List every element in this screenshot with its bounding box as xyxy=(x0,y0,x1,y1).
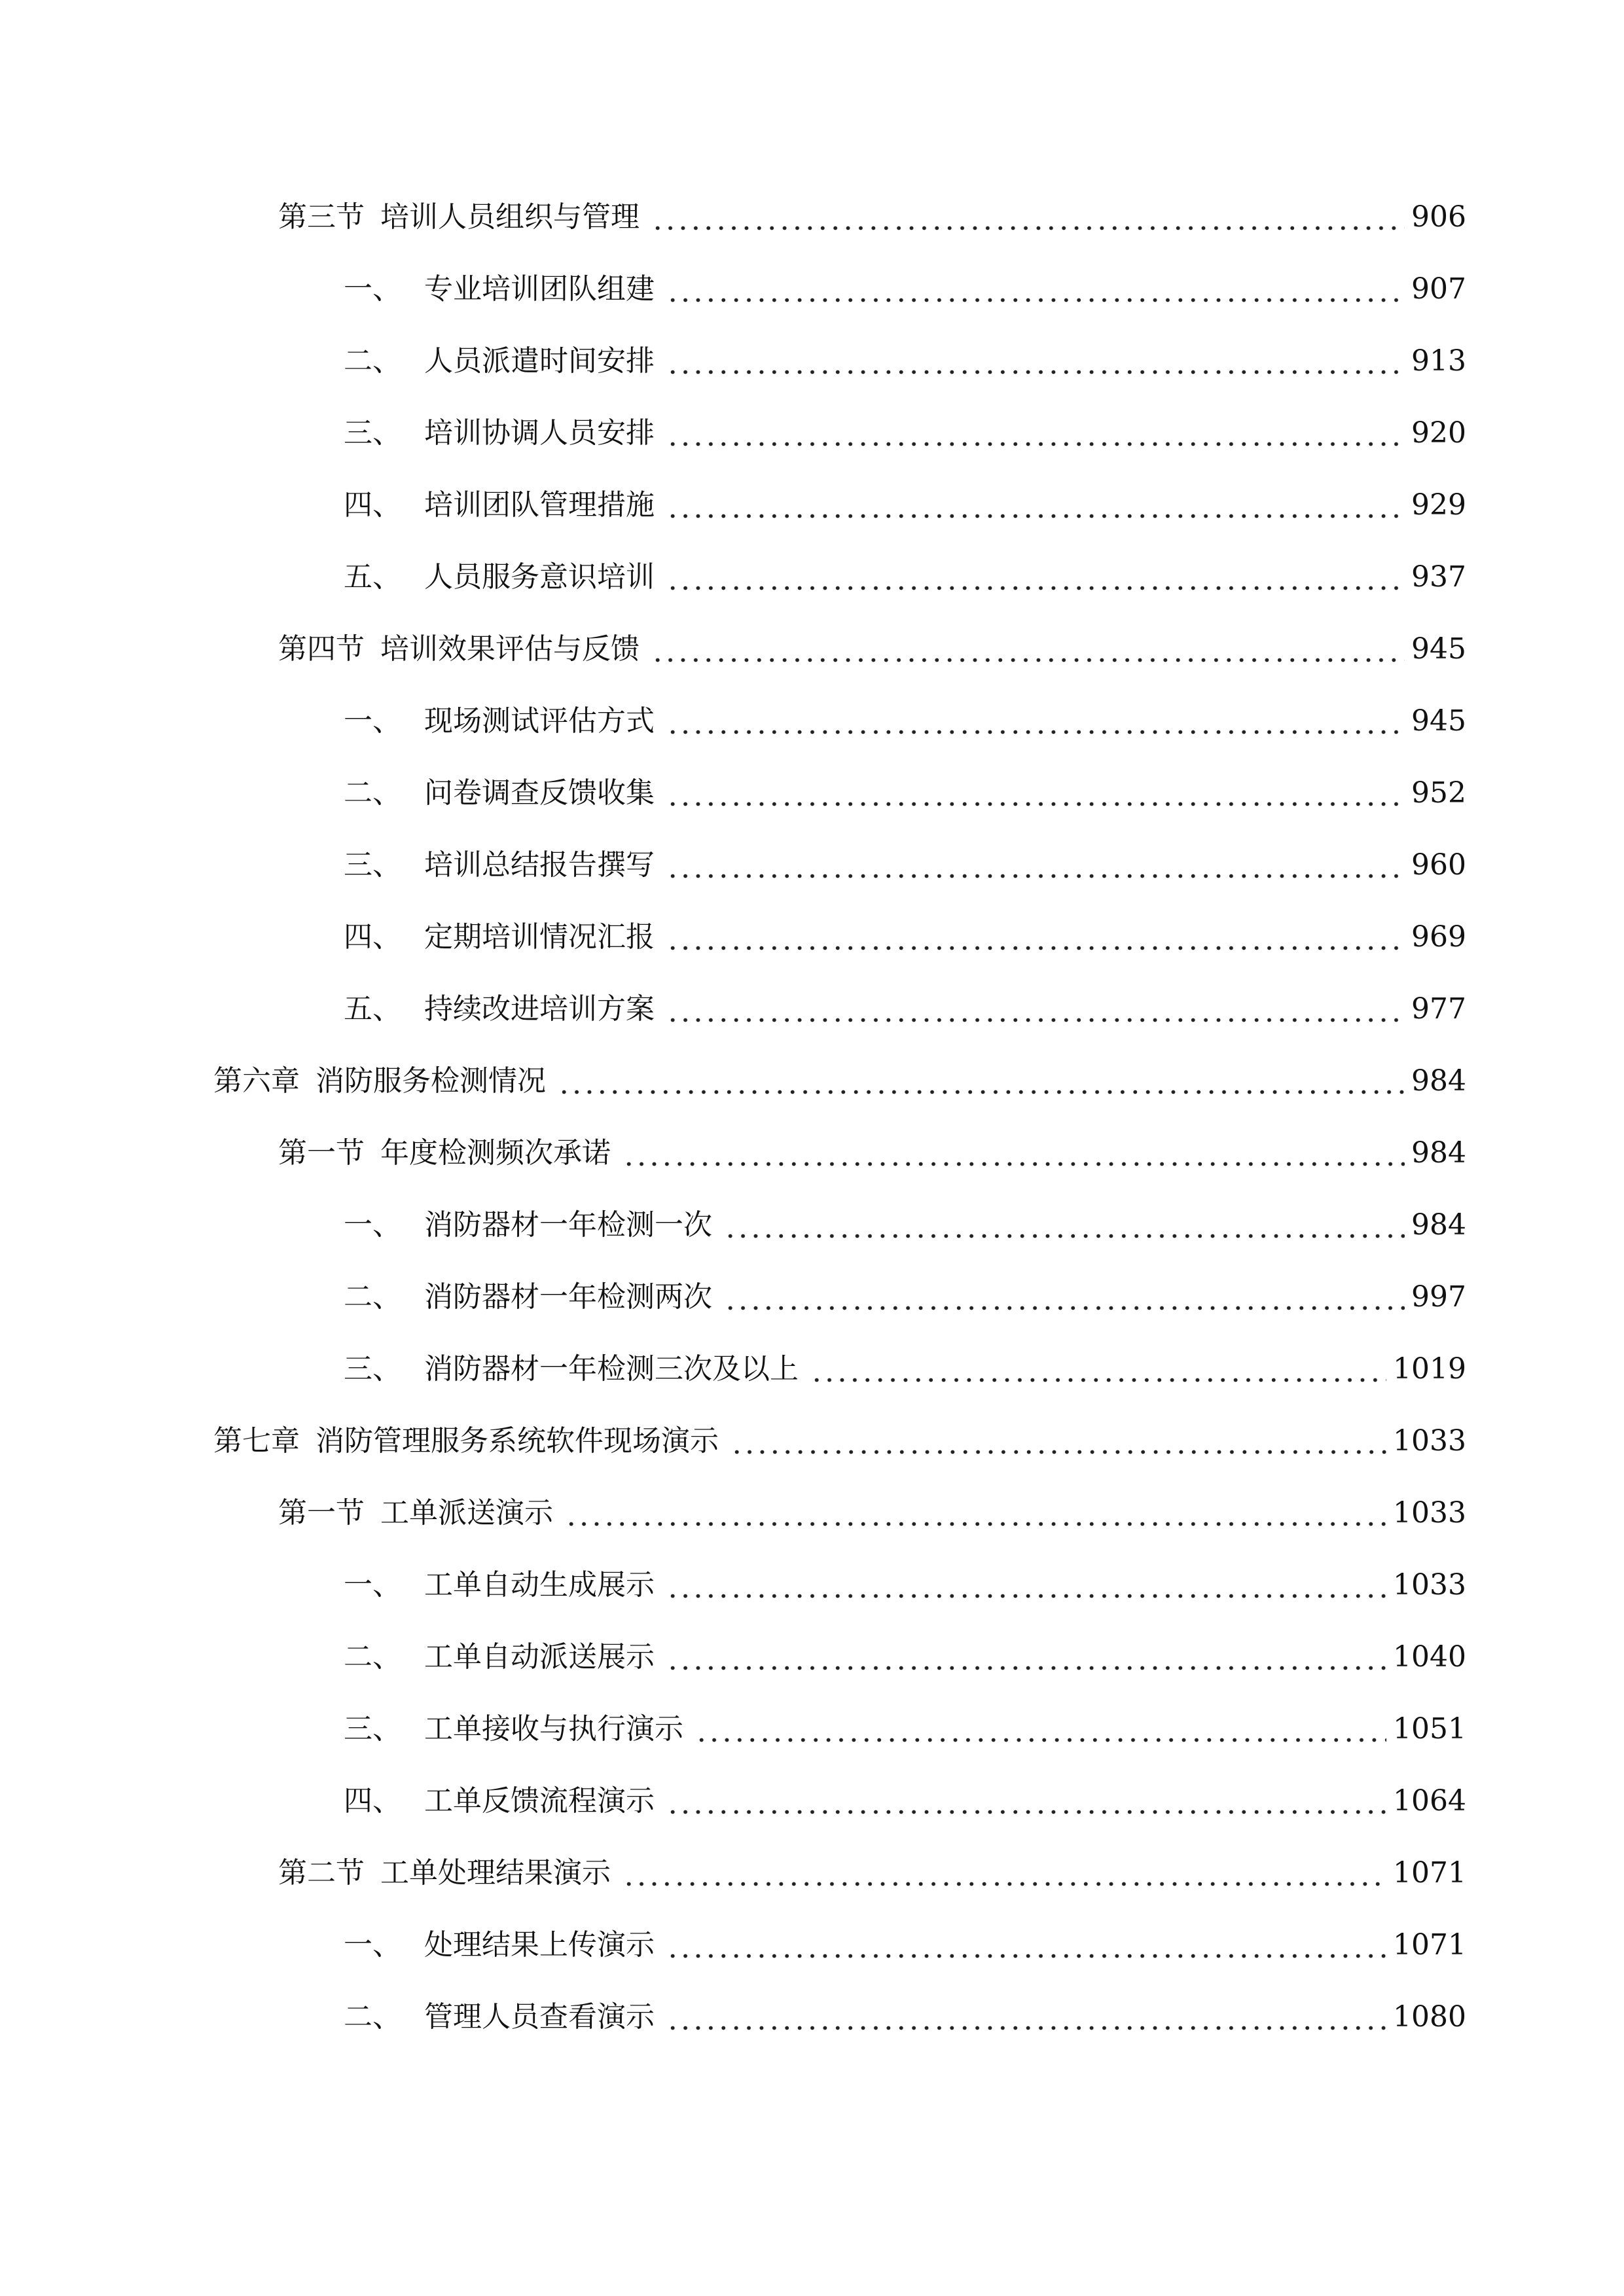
dot-leader xyxy=(666,914,1405,960)
toc-entry-title: 处理结果上传演示 xyxy=(424,1928,655,1962)
toc-entry[interactable] xyxy=(278,1850,1466,1896)
toc-entry-number: 二、 xyxy=(344,2000,401,2034)
dot-leader xyxy=(558,1058,1405,1104)
dot-leader xyxy=(695,1706,1386,1752)
dot-leader xyxy=(565,1490,1386,1536)
toc-entry-page: 1033 xyxy=(1393,1568,1466,1602)
toc-entry-page: 920 xyxy=(1411,416,1466,450)
toc-entry-number: 第三节 xyxy=(278,200,365,234)
toc-entry-page: 945 xyxy=(1411,632,1466,666)
toc-entry-page: 929 xyxy=(1411,488,1466,522)
toc-entry-page: 984 xyxy=(1411,1136,1466,1170)
toc-entry-title: 工单派送演示 xyxy=(380,1496,553,1530)
toc-entry-page: 1071 xyxy=(1393,1928,1466,1962)
toc-entry-page: 1033 xyxy=(1393,1496,1466,1530)
toc-entry-number: 第四节 xyxy=(278,632,365,666)
dot-leader xyxy=(666,698,1405,744)
toc-entry-number: 二、 xyxy=(344,776,401,810)
toc-entry-title: 消防器材一年检测一次 xyxy=(424,1208,712,1242)
toc-entry-number: 五、 xyxy=(344,560,401,594)
toc-entry-number: 二、 xyxy=(344,1640,401,1674)
dot-leader xyxy=(666,842,1405,888)
toc-entry-title: 消防器材一年检测三次及以上 xyxy=(424,1352,799,1386)
toc-entry-title: 持续改进培训方案 xyxy=(424,992,655,1026)
toc-entry-number: 一、 xyxy=(344,1568,401,1602)
toc-entry-page: 984 xyxy=(1411,1064,1466,1098)
toc-entry-page: 960 xyxy=(1411,848,1466,882)
toc-entry-page: 977 xyxy=(1411,992,1466,1026)
toc-entry-page: 907 xyxy=(1411,272,1466,306)
dot-leader xyxy=(623,1850,1386,1896)
toc-entry[interactable] xyxy=(344,1922,1466,1968)
dot-leader xyxy=(651,626,1405,672)
toc-entry-title: 现场测试评估方式 xyxy=(424,704,655,738)
toc-entry-page: 952 xyxy=(1411,776,1466,810)
toc-entry[interactable] xyxy=(213,1418,1466,1464)
toc-entry-number: 四、 xyxy=(344,488,401,522)
toc-entry-page: 997 xyxy=(1411,1280,1466,1314)
toc-entry-number: 四、 xyxy=(344,920,401,954)
toc-entry-title: 人员服务意识培训 xyxy=(424,560,655,594)
dot-leader xyxy=(666,986,1405,1032)
toc-entry[interactable] xyxy=(344,770,1466,816)
toc-entry-number: 一、 xyxy=(344,272,401,306)
toc-entry-number: 二、 xyxy=(344,344,401,378)
toc-entry-number: 一、 xyxy=(344,1208,401,1242)
toc-entry-title: 专业培训团队组建 xyxy=(424,272,655,306)
dot-leader xyxy=(666,1778,1386,1824)
toc-entry-title: 工单自动生成展示 xyxy=(424,1568,655,1602)
toc-entry[interactable] xyxy=(344,1634,1466,1680)
toc-entry-title: 工单反馈流程演示 xyxy=(424,1784,655,1818)
toc-entry-title: 工单处理结果演示 xyxy=(380,1856,611,1890)
toc-entry-number: 第一节 xyxy=(278,1136,365,1170)
toc-entry[interactable] xyxy=(278,194,1466,240)
toc-entry-number: 三、 xyxy=(344,848,401,882)
toc-entry[interactable] xyxy=(278,626,1466,672)
toc-entry-page: 1080 xyxy=(1393,2000,1466,2034)
toc-entry-title: 工单接收与执行演示 xyxy=(424,1712,683,1746)
toc-entry[interactable] xyxy=(344,338,1466,384)
toc-entry-page: 969 xyxy=(1411,920,1466,954)
toc-entry-number: 第一节 xyxy=(278,1496,365,1530)
toc-entry-title: 年度检测频次承诺 xyxy=(380,1136,611,1170)
toc-entry-number: 二、 xyxy=(344,1280,401,1314)
toc-entry-title: 培训协调人员安排 xyxy=(424,416,655,450)
toc-entry-number: 第六章 xyxy=(213,1064,300,1098)
toc-entry-number: 三、 xyxy=(344,1712,401,1746)
toc-entry-number: 第七章 xyxy=(213,1424,300,1458)
dot-leader xyxy=(666,1634,1386,1680)
toc-entry-title: 消防器材一年检测两次 xyxy=(424,1280,712,1314)
dot-leader xyxy=(666,1994,1386,2040)
toc-entry-page: 1033 xyxy=(1393,1424,1466,1458)
dot-leader xyxy=(666,338,1405,384)
dot-leader xyxy=(666,1562,1386,1608)
toc-entry-title: 培训效果评估与反馈 xyxy=(380,632,640,666)
toc-entry-title: 培训团队管理措施 xyxy=(424,488,655,522)
toc-entry[interactable] xyxy=(344,1562,1466,1608)
toc-entry[interactable] xyxy=(344,266,1466,312)
dot-leader xyxy=(731,1418,1386,1464)
dot-leader xyxy=(666,266,1405,312)
toc-entry-title: 消防服务检测情况 xyxy=(316,1064,546,1098)
toc-entry-title: 定期培训情况汇报 xyxy=(424,920,655,954)
toc-entry-title: 人员派遣时间安排 xyxy=(424,344,655,378)
toc-entry[interactable] xyxy=(344,1202,1466,1248)
dot-leader xyxy=(810,1346,1386,1392)
toc-entry-number: 五、 xyxy=(344,992,401,1026)
toc-entry[interactable] xyxy=(344,1274,1466,1320)
toc-entry-number: 第二节 xyxy=(278,1856,365,1890)
toc-entry-number: 三、 xyxy=(344,416,401,450)
dot-leader xyxy=(666,770,1405,816)
toc-entry-page: 937 xyxy=(1411,560,1466,594)
toc-entry-title: 消防管理服务系统软件现场演示 xyxy=(316,1424,719,1458)
toc-entry[interactable] xyxy=(344,1778,1466,1824)
dot-leader xyxy=(666,1922,1386,1968)
dot-leader xyxy=(651,194,1405,240)
toc-entry-title: 问卷调查反馈收集 xyxy=(424,776,655,810)
toc-entry-title: 管理人员查看演示 xyxy=(424,2000,655,2034)
dot-leader xyxy=(724,1202,1405,1248)
toc-entry-page: 913 xyxy=(1411,344,1466,378)
toc-entry[interactable] xyxy=(344,842,1466,888)
toc-entry[interactable] xyxy=(344,554,1466,600)
toc-entry-number: 四、 xyxy=(344,1784,401,1818)
toc-entry-page: 945 xyxy=(1411,704,1466,738)
toc-entry-title: 工单自动派送展示 xyxy=(424,1640,655,1674)
toc-entry-page: 1040 xyxy=(1393,1640,1466,1674)
toc-entry-number: 一、 xyxy=(344,1928,401,1962)
toc-entry[interactable] xyxy=(344,914,1466,960)
toc-entry[interactable] xyxy=(278,1130,1466,1176)
toc-entry-page: 984 xyxy=(1411,1208,1466,1242)
toc-entry[interactable] xyxy=(344,986,1466,1032)
toc-entry[interactable] xyxy=(213,1058,1466,1104)
toc-entry-page: 906 xyxy=(1411,200,1466,234)
toc-entry[interactable] xyxy=(344,410,1466,456)
toc-entry[interactable] xyxy=(344,1994,1466,2040)
toc-entry[interactable] xyxy=(344,698,1466,744)
toc-entry-title: 培训人员组织与管理 xyxy=(380,200,640,234)
toc-entry[interactable] xyxy=(344,1706,1466,1752)
dot-leader xyxy=(724,1274,1405,1320)
toc-entry-page: 1019 xyxy=(1393,1352,1466,1386)
toc-entry-number: 三、 xyxy=(344,1352,401,1386)
toc-entry-title: 培训总结报告撰写 xyxy=(424,848,655,882)
toc-entry[interactable] xyxy=(344,482,1466,528)
toc-entry[interactable] xyxy=(278,1490,1466,1536)
toc-entry-page: 1051 xyxy=(1393,1712,1466,1746)
dot-leader xyxy=(666,554,1405,600)
toc-entry[interactable] xyxy=(344,1346,1466,1392)
toc-entry-page: 1071 xyxy=(1393,1856,1466,1890)
toc-entry-number: 一、 xyxy=(344,704,401,738)
dot-leader xyxy=(623,1130,1405,1176)
dot-leader xyxy=(666,410,1405,456)
toc-entry-page: 1064 xyxy=(1393,1784,1466,1818)
dot-leader xyxy=(666,482,1405,528)
